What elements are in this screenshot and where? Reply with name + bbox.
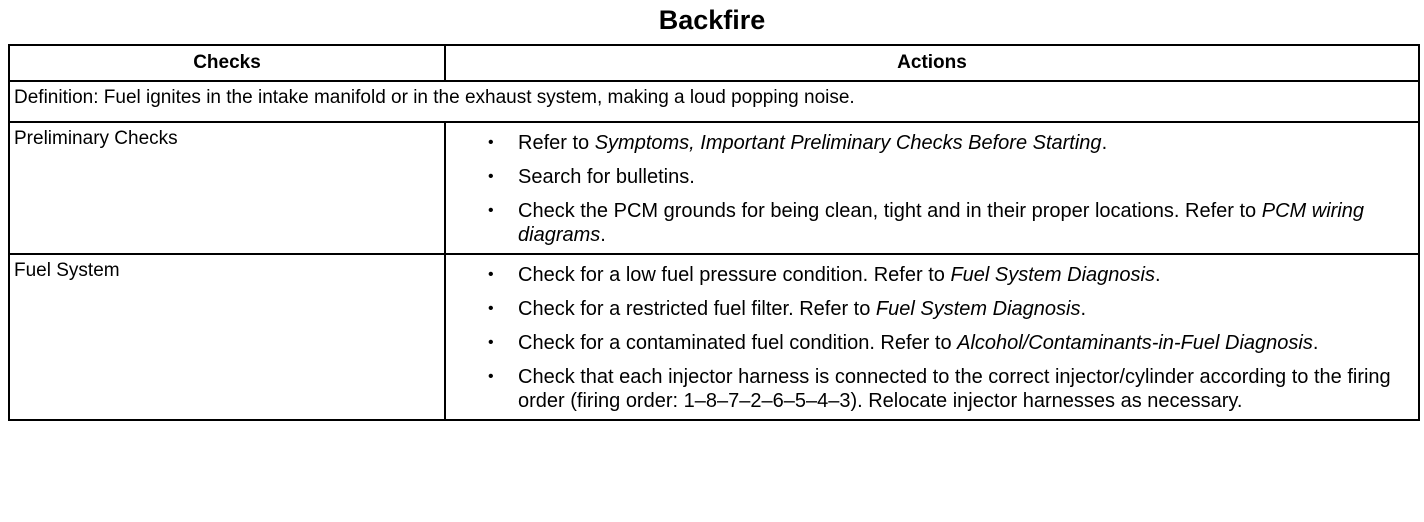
list-item	[446, 263, 1406, 287]
action-text: Check for a restricted fuel filter. Refer to	[518, 298, 876, 320]
action-text: Check for a contaminated fuel condition. Refer to	[518, 332, 958, 354]
checks-column-header: Checks	[9, 45, 445, 81]
action-tail: .	[1101, 132, 1108, 154]
definition-text: Definition: Fuel ignites in the intake manifold or in the exhaust system, making a loud popping noise.	[9, 81, 1419, 122]
list-item	[446, 297, 1406, 321]
reference-link: PCM wiring diagrams	[518, 200, 1364, 246]
table-header-row	[9, 45, 1419, 81]
action-tail: .	[1312, 332, 1319, 354]
bullet-icon: •	[488, 300, 494, 317]
actions-list	[446, 255, 1418, 419]
action-text: Search for bulletins.	[518, 166, 695, 188]
definition-row	[9, 81, 1419, 122]
actions-column-header: Actions	[445, 45, 1419, 81]
action-tail: .	[1154, 264, 1161, 286]
action-tail: .	[1080, 298, 1087, 320]
bullet-icon: •	[488, 202, 494, 219]
actions-cell	[445, 122, 1419, 254]
list-item	[446, 365, 1406, 413]
check-label: Fuel System	[9, 254, 445, 420]
action-text: Refer to	[518, 132, 595, 154]
reference-link: Fuel System Diagnosis	[875, 298, 1081, 320]
list-item	[446, 165, 1406, 189]
bullet-icon: •	[488, 266, 494, 283]
reference-link: Alcohol/Contaminants-in-Fuel Diagnosis	[957, 332, 1313, 354]
bullet-icon: •	[488, 368, 494, 385]
list-item	[446, 199, 1406, 247]
bullet-icon: •	[488, 168, 494, 185]
page-title: Backfire	[658, 5, 766, 35]
table-row	[9, 254, 1419, 420]
reference-link: Fuel System Diagnosis	[950, 264, 1155, 286]
table-row	[9, 122, 1419, 254]
actions-cell	[445, 254, 1419, 420]
actions-list	[446, 123, 1418, 253]
list-item	[446, 331, 1406, 355]
list-item	[446, 131, 1406, 155]
reference-link: Symptoms, Important Preliminary Checks Before Starting	[594, 132, 1102, 154]
check-label: Preliminary Checks	[9, 122, 445, 254]
bullet-icon: •	[488, 334, 494, 351]
diagnostic-table	[8, 44, 1420, 421]
action-text: Check for a low fuel pressure condition. Refer to	[518, 264, 951, 286]
action-text: Check the PCM grounds for being clean, tight and in their proper locations. Refer to	[518, 200, 1262, 222]
action-tail: .	[600, 224, 606, 246]
action-text: Check that each injector harness is connected to the correct injector/cylinder according to the firing order (firing order: 1–8–7–2–6–5–4–3). Relocate injector harnesses as necessary.	[518, 366, 1391, 412]
bullet-icon: •	[488, 134, 494, 151]
